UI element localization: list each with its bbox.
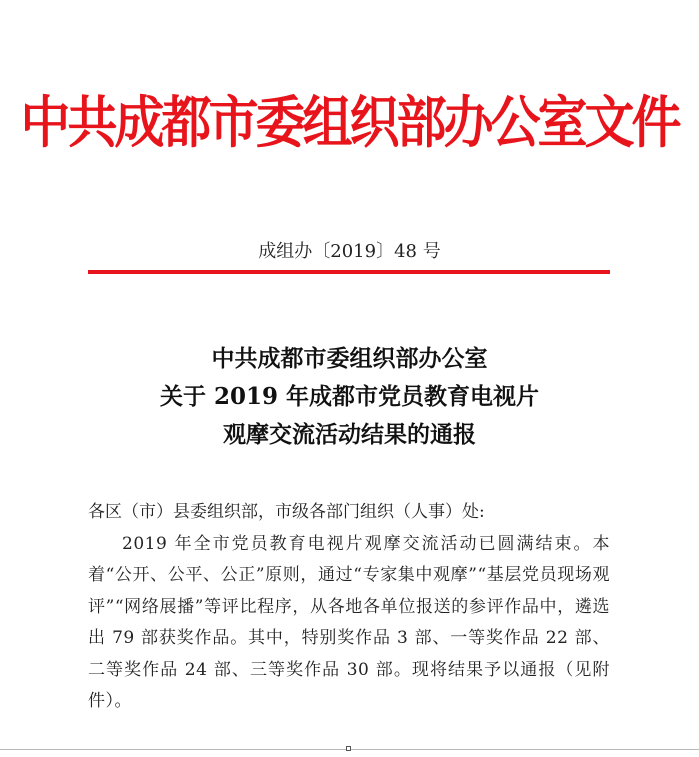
notice-title-line-1: 中共成都市委组织部办公室	[211, 345, 488, 372]
masthead-title: 中共成都市委组织部办公室文件	[20, 89, 679, 156]
salutation: 各区（市）县委组织部，市级各部门组织（人事）处:	[88, 502, 485, 522]
notice-title-line-2: 关于 2019 年成都市党员教育电视片	[159, 383, 540, 410]
document-body	[88, 497, 610, 718]
notice-title-line-3: 观摩交流活动结果的通报	[223, 421, 476, 448]
document-number: 成组办〔2019〕48 号	[258, 241, 441, 262]
notice-title	[0, 340, 699, 454]
resize-handle-icon[interactable]	[346, 746, 351, 751]
body-paragraph: 2019 年全市党员教育电视片观摩交流活动已圆满结束。本着“公开、公平、公正”原则，通过“专家集中观摩”“基层党员现场观评”“网络展播”等评比程序，从各地各单位报送的参评作品中，遴选出 79 部获奖作品。其中，特别奖作品 3 部、一等奖作品 22 部、二等奖作品 24 部、三等奖作品 30 部。现将结果予以通报（见附件）。	[88, 533, 610, 711]
red-divider-line	[88, 270, 610, 274]
